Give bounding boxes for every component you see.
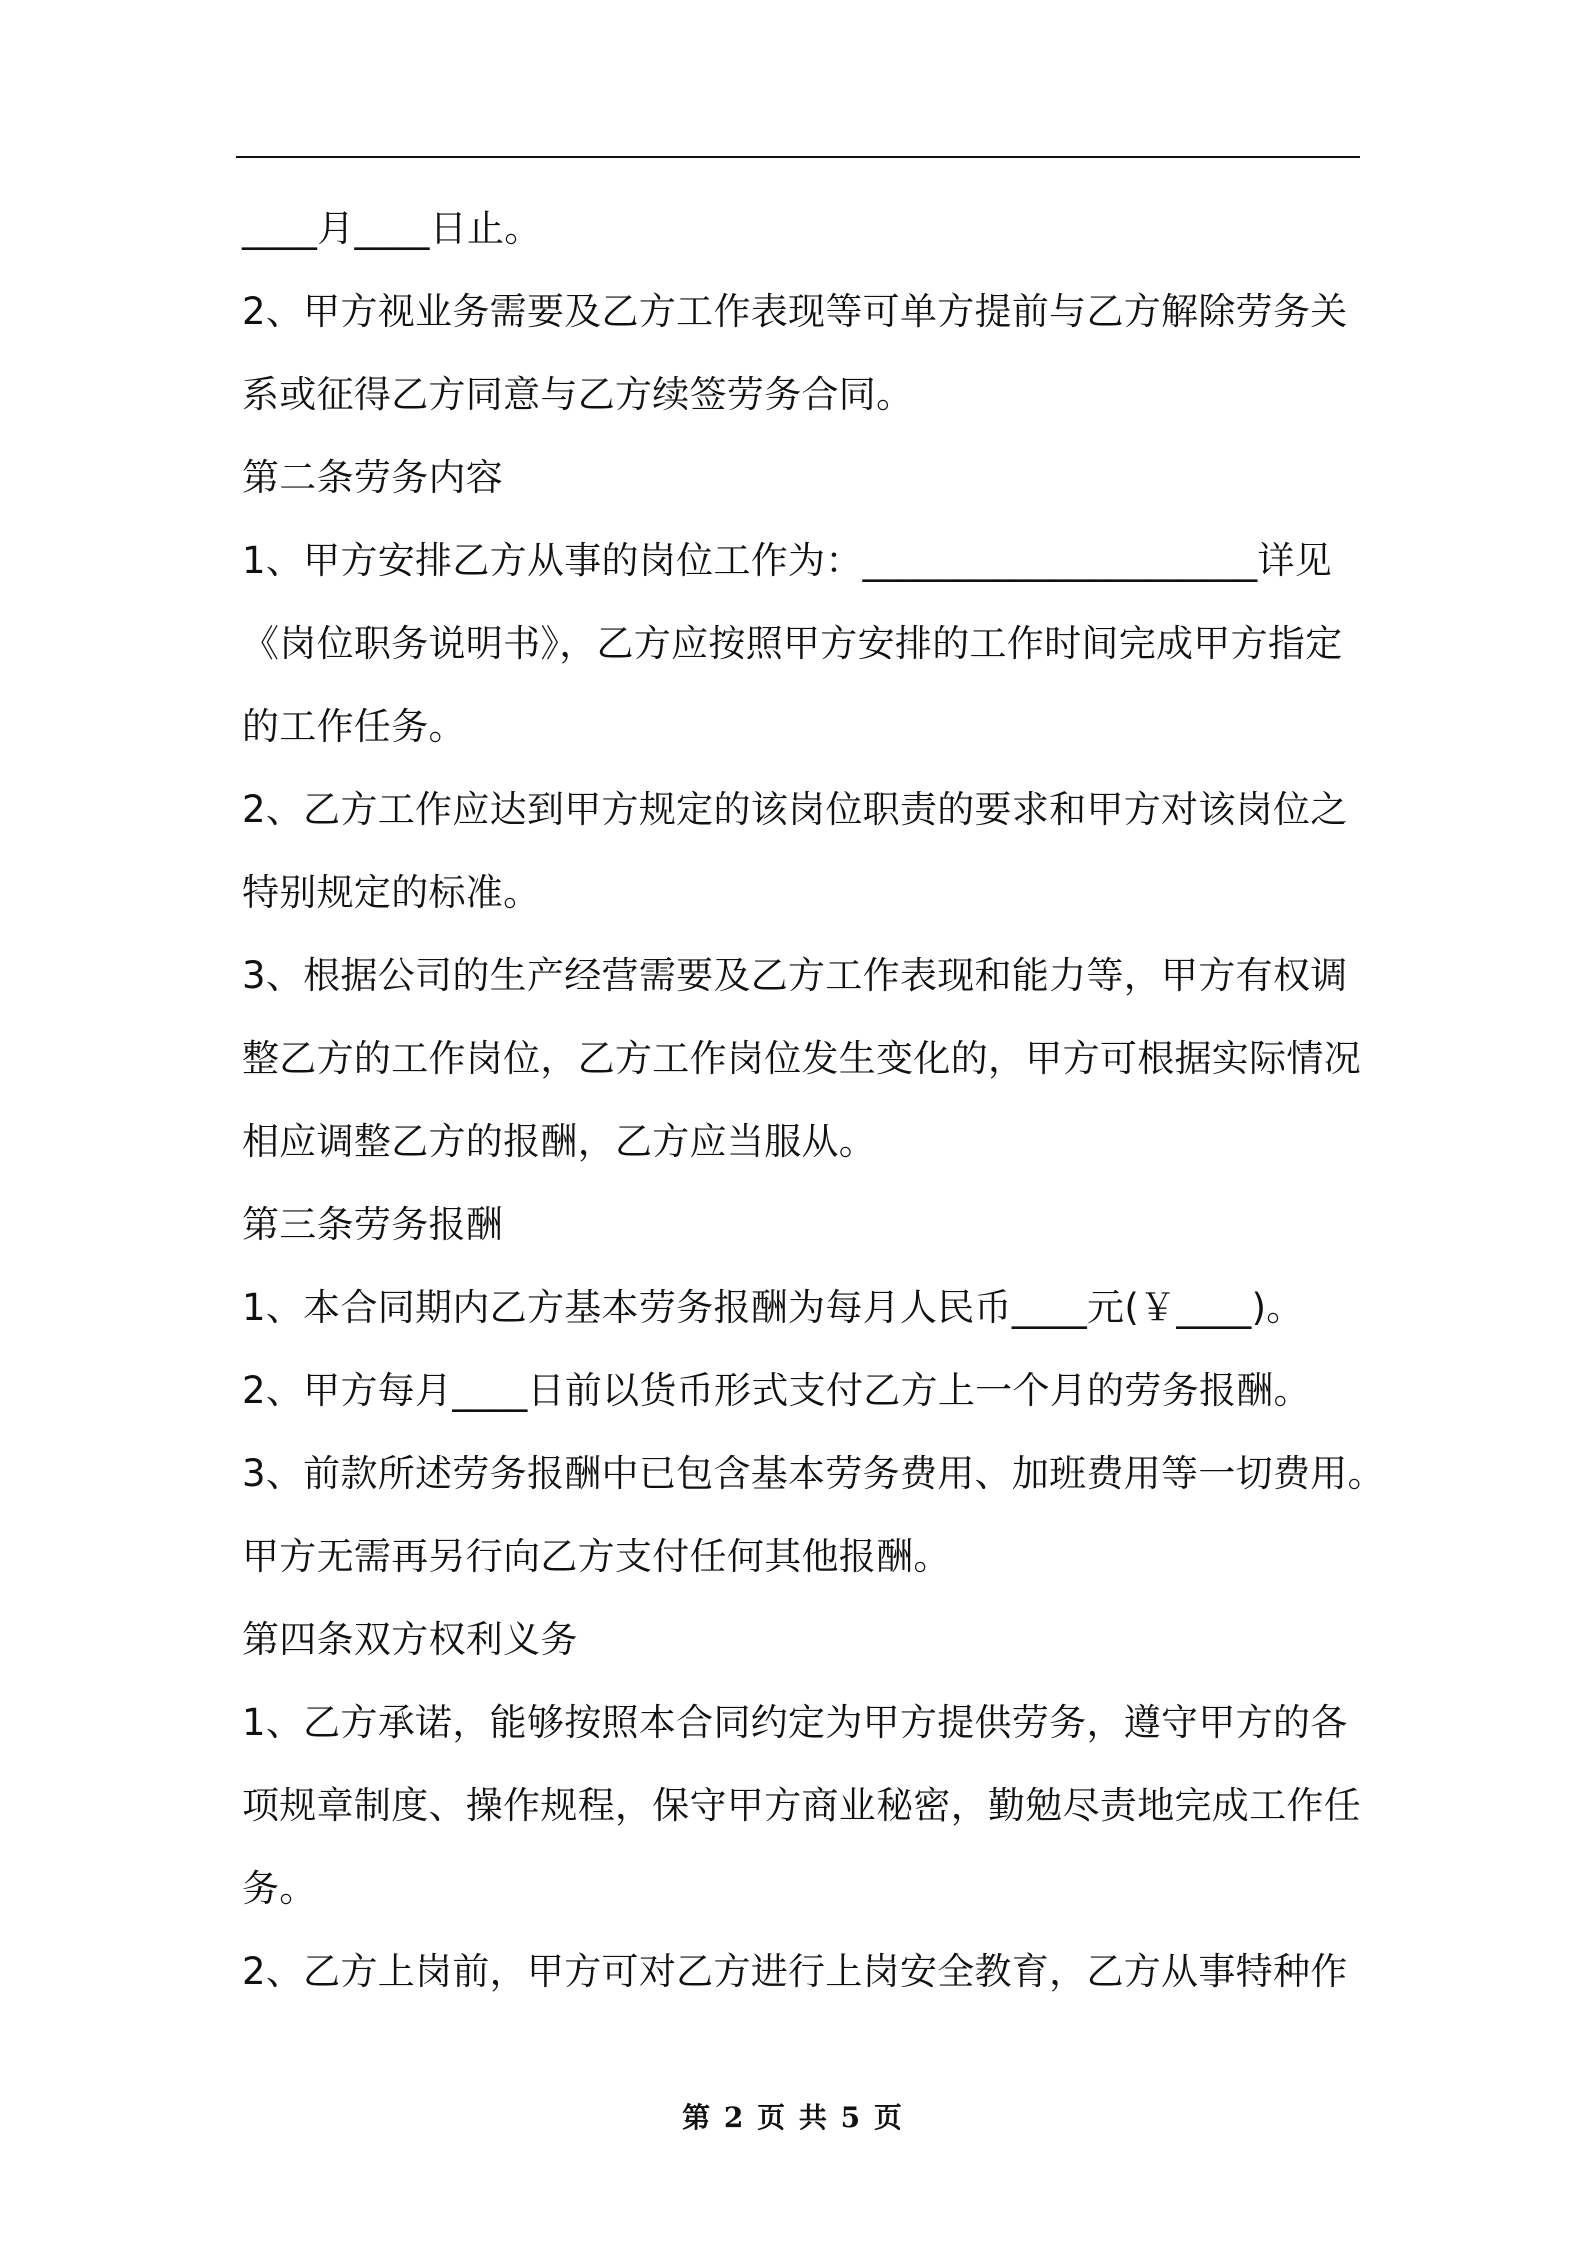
header-rule [236, 156, 1360, 158]
text-line-3: 系或征得乙方同意与乙方续签劳务合同。 [242, 373, 914, 416]
text-line-14: 1、本合同期内乙方基本劳务报酬为每月人民币____元(￥____)。 [242, 1286, 1304, 1329]
section-heading-4: 第四条双方权利义务 [242, 1618, 578, 1661]
section-heading-3: 第三条劳务报酬 [242, 1203, 504, 1246]
text-line-2: 2、甲方视业务需要及乙方工作表现等可单方提前与乙方解除劳务关 [242, 290, 1348, 333]
text-line-5: 1、甲方安排乙方从事的岗位工作为：_____________________详见 [242, 539, 1333, 582]
section-heading-2: 第二条劳务内容 [242, 456, 504, 499]
text-line-19: 1、乙方承诺，能够按照本合同约定为甲方提供劳务，遵守甲方的各 [242, 1701, 1348, 1744]
text-line-8: 2、乙方工作应达到甲方规定的该岗位职责的要求和甲方对该岗位之 [242, 788, 1348, 831]
text-line-9: 特别规定的标准。 [242, 871, 541, 914]
text-line-15: 2、甲方每月____日前以货币形式支付乙方上一个月的劳务报酬。 [242, 1369, 1311, 1412]
text-line-21: 务。 [242, 1867, 317, 1910]
text-line-11: 整乙方的工作岗位，乙方工作岗位发生变化的，甲方可根据实际情况 [242, 1037, 1361, 1080]
text-line-22: 2、乙方上岗前，甲方可对乙方进行上岗安全教育，乙方从事特种作 [242, 1950, 1348, 1993]
text-line-1: ____月____日止。 [242, 207, 542, 250]
text-line-10: 3、根据公司的生产经营需要及乙方工作表现和能力等，甲方有权调 [242, 954, 1348, 997]
text-line-17: 甲方无需再另行向乙方支付任何其他报酬。 [242, 1535, 951, 1578]
text-line-12: 相应调整乙方的报酬，乙方应当服从。 [242, 1120, 877, 1163]
page-number-footer: 第 2 页 共 5 页 [682, 2101, 904, 2134]
text-line-7: 的工作任务。 [242, 705, 466, 748]
text-line-6: 《岗位职务说明书》，乙方应按照甲方安排的工作时间完成甲方指定 [242, 622, 1343, 665]
text-line-20: 项规章制度、操作规程，保守甲方商业秘密，勤勉尽责地完成工作任 [242, 1784, 1361, 1827]
text-line-16: 3、前款所述劳务报酬中已包含基本劳务费用、加班费用等一切费用。 [242, 1452, 1385, 1495]
